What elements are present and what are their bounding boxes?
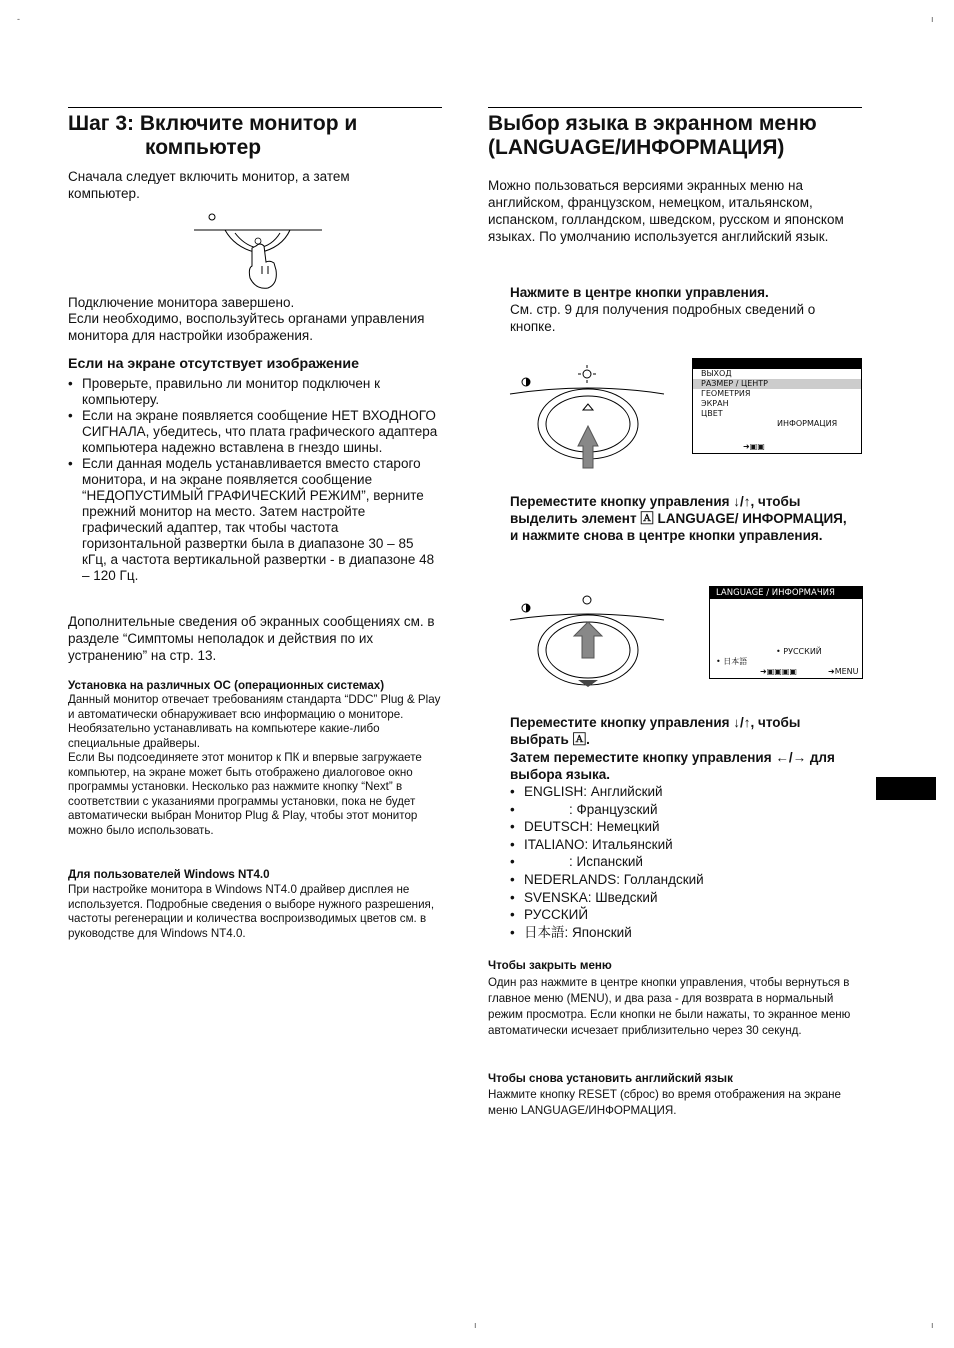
- osd-item: РАЗМЕР / ЦЕНТР: [693, 379, 861, 389]
- section-tab: [876, 777, 936, 800]
- step3-bold-a: Переместите кнопку управления ↓/↑, чтобы выбрать 🄰.: [510, 715, 801, 747]
- os-text: Данный монитор отвечает требованиям стандарта “DDC” Plug & Play и автоматически обнаруживает всю информацию о мониторе. Необязательно устанавливать на компьютере какие-либо специальные драйверы.: [68, 693, 441, 750]
- done-text: Подключение монитора завершено.: [68, 295, 295, 310]
- close-text: Один раз нажмите в центре кнопки управления, чтобы вернуться в главное меню (MENU), и два раза - для возврата в нормальный режим просмотра. Если кнопки не были нажаты, то экранное меню автоматически исчезает приблизительно через 30 секунд.: [488, 976, 851, 1037]
- language-item: • SVENSKA: Шведский: [510, 889, 850, 907]
- section-rule: [68, 107, 442, 108]
- osd-language-menu: [709, 586, 863, 679]
- crop-mark: ı: [931, 1320, 934, 1330]
- more-info: Дополнительные сведения об экранных сообщениях см. в разделе “Симптомы неполадок и действия по их устранению” на стр. 13.: [68, 614, 435, 663]
- osd-item: ГЕОМЕТРИЯ: [701, 389, 751, 398]
- done-text-2: Если необходимо, воспользуйтесь органами управления монитора для настройки изображения.: [68, 311, 425, 343]
- list-item: • Если данная модель устанавливается вместо старого монитора, и на экране появляется сообщение “НЕДОПУСТИМЫЙ ГРАФИЧЕСКИЙ РЕЖИМ”, верните прежний монитор на место. Затем настройте графический адаптер, так чтобы частота горизонтальной развертки была в диапазоне 30 – 85 кГц, а частота вертикальной развертки - в диапазоне 48 – 120 Гц.: [68, 456, 440, 584]
- osd-footer-left: ➜▣▣▣▣: [760, 667, 797, 676]
- step1-bold: Нажмите в центре кнопки управления.: [510, 285, 769, 300]
- left-heading: Шаг 3: Включите монитор и компьютер: [68, 112, 358, 159]
- language-item: • ITALIANO: Итальянский: [510, 836, 850, 854]
- control-button-illustration: [508, 592, 668, 692]
- osd-japanese: • 日本語: [716, 657, 748, 666]
- step2-bold: Переместите кнопку управления ↓/↑, чтобы выделить элемент 🄰 LANGUAGE/ ИНФОРМАЦИЯ, и нажмите снова в центре кнопки управления.: [510, 494, 847, 543]
- osd-footer: ➜▣▣: [743, 442, 765, 451]
- nt-title: Для пользователей Windows NT4.0: [68, 868, 270, 881]
- right-heading: Выбор языка в экранном меню (LANGUAGE/ИНФОРМАЦИЯ): [488, 112, 817, 159]
- crop-mark: -: [17, 14, 20, 24]
- noimage-title: Если на экране отсутствует изображение: [68, 356, 359, 372]
- osd-item: ЦВЕТ: [701, 409, 723, 418]
- control-button-illustration: [508, 362, 668, 474]
- power-button-illustration: [190, 208, 325, 293]
- os-title: Установка на различных ОС (операционных системах): [68, 679, 385, 692]
- language-list: [510, 783, 850, 941]
- step1-text: См. стр. 9 для получения подробных сведений о кнопке.: [510, 302, 816, 334]
- osd-info: ИНФОРМАЦИЯ: [777, 419, 838, 428]
- crop-mark: ı: [474, 1320, 477, 1330]
- right-intro: Можно пользоваться версиями экранных меню на английском, французском, немецком, итальянском, испанском, голландском, шведском, русском и японском языках. По умолчанию используется английский язык.: [488, 178, 844, 244]
- list-item: • Проверьте, правильно ли монитор подключен к компьютеру.: [68, 376, 440, 408]
- reset-text: Нажмите кнопку RESET (сброс) во время отображения на экране меню LANGUAGE/ИНФОРМАЦИЯ.: [488, 1088, 841, 1117]
- nt-text: При настройке монитора в Windows NT4.0 драйвер дисплея не используется. Подробные сведения о выборе нужного разрешения, частоты регенерации и количества воспроизводимых цветов см. в руководстве для Windows NT4.0.: [68, 883, 435, 940]
- osd-main-menu: [692, 358, 862, 454]
- language-item: • 日本語: Японский: [510, 924, 850, 942]
- left-intro: Сначала следует включить монитор, а затем компьютер.: [68, 169, 350, 201]
- language-item: • DEUTSCH: Немецкий: [510, 818, 850, 836]
- close-title: Чтобы закрыть меню: [488, 959, 612, 972]
- osd-russian: • РУССКИЙ: [776, 647, 822, 656]
- osd-item: ЭКРАН: [701, 399, 729, 408]
- section-rule: [488, 107, 862, 108]
- language-item: • ENGLISH: Английский: [510, 783, 850, 801]
- noimage-list: [68, 376, 440, 584]
- os-text-2: Если Вы подсоединяете этот монитор к ПК и впервые загружаете компьютер, на экране может быть отображено диалоговое окно программы установки. Несколько раз нажмите кнопку “Next” в соответствии с указаниями программы установки, пока не будет автоматически выбран Монитор Plug & Play, чтобы этот монитор можно было использовать.: [68, 751, 422, 837]
- step3-bold-b: Затем переместите кнопку управления ←/→ для выбора языка.: [510, 750, 835, 782]
- reset-title: Чтобы снова установить английский язык: [488, 1072, 733, 1085]
- osd-item: ВЫХОД: [701, 369, 732, 378]
- list-item: • Если на экране появляется сообщение НЕТ ВХОДНОГО СИГНАЛА, убедитесь, что плата графического адаптера компьютера надежно вставлена в гнездо шины.: [68, 408, 440, 456]
- language-item: • NEDERLANDS: Голландский: [510, 871, 850, 889]
- osd-footer-right: ➜MENU: [828, 667, 859, 676]
- language-item: • РУССКИЙ: [510, 906, 850, 924]
- language-item: • : Испанский: [510, 853, 850, 871]
- osd-title: LANGUAGE / ИНФОРМАЧИЯ: [710, 587, 862, 599]
- language-item: • : Французский: [510, 801, 850, 819]
- crop-mark: ı: [931, 14, 934, 24]
